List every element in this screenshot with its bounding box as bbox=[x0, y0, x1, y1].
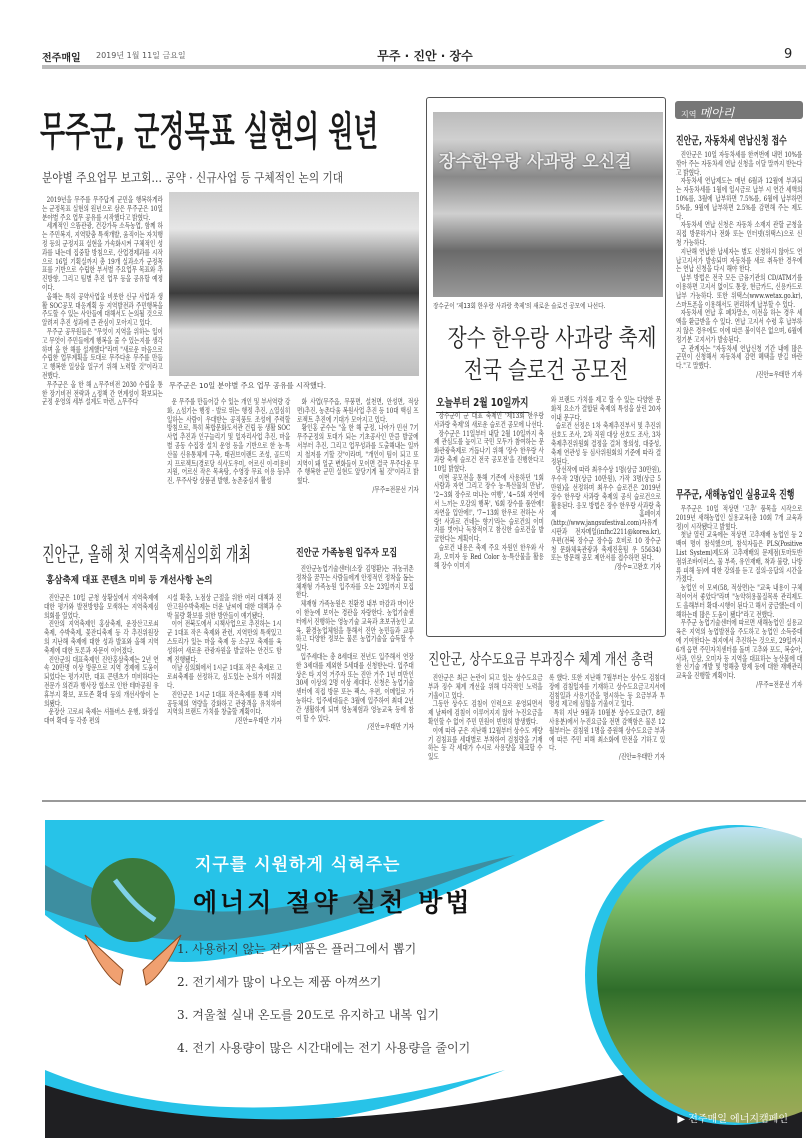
paragraph: 슬로건 내용은 축제 주요 자원인 한우와 사과, 오미자 등 Red Color 농·특산물을 활용해 장수 이미지 bbox=[434, 542, 544, 570]
paragraph: 이번 공모전을 통해 기존에 사용하던 '1회 사람과 자연 그리고 장수 농·특산물의 만남', '2~3회 장수로 떠나는 여행', '4~5회 자연에서 느끼는 오감의 행복', '6회 장수를 품안에! 자연을 입안에!', '7~13회 한우로 전하는 사랑! 사과로 건네는 향기'라는 슬로건의 이미지를 벗어나 독창적이고 참신한 슬로건을 발굴한다는 계획이다. bbox=[434, 472, 544, 544]
ad-background bbox=[45, 820, 802, 1138]
paragraph: 당선작에 따라 최우수상 1명(상금 30만원), 우수작 2명(상금 10만원), 가작 3명(상금 5만원)을 선정하며 최우수 슬로건은 2019년 장수 한우랑 사과랑 축제의 공식 슬로건으로 활용된다. 응모 방법은 장수 한우랑 사과랑 축제 홈페이지(http://www.jangsufestival.com)자유게시판과 전자메일(infhc2211@korea.kr), 우편(전북 장수군 장수읍 호비로 10 장수군청 문화체육관광과 축제진흥팀 우 55634) 또는 방문해 공모 제안서를 접수하면 된다. bbox=[551, 465, 661, 563]
paragraph: 군 관계자는 "자동차세 연납신청 기간 내에 많은 군민이 신청해서 자동차세 감면 혜택을 받길 바란다."고 말했다. bbox=[676, 343, 803, 371]
ad-footer: ▶ 전주매일 에너지캠페인 bbox=[677, 1114, 788, 1125]
jangsu-col-1 bbox=[434, 412, 544, 570]
ad-title-2: 에너지 절약 실천 방법 bbox=[193, 888, 473, 917]
paragraph: 2019년을 무주를 무주답게 군민을 행복하게라는 군정목표 실현의 원년으로 삼은 무주군은 10일 분야별 주요 업무 공유를 시작했다고 밝혔다. bbox=[42, 195, 163, 222]
photo-caption: 무주군은 10일 분야별 주요 업무 공유를 시작했다. bbox=[169, 381, 327, 390]
photo-banner-text: 장수한우랑 사과랑 오신걸 bbox=[439, 152, 632, 172]
ad-tip-item: 2. 전기세가 많이 나오는 제품 아껴쓰기 bbox=[177, 975, 382, 989]
ad-tip-item: 1. 사용하지 않는 전기제품은 플러그에서 뽑기 bbox=[177, 942, 417, 956]
jangsu-col-2 bbox=[551, 396, 661, 572]
main-col-2 bbox=[167, 398, 290, 486]
page-number: 9 bbox=[784, 47, 793, 62]
paragraph: 그동안 상수도 검침이 인력으로 운영되면서 제 날짜에 검침이 이루어지지 않아 누진요금을 확인할 수 없어 주민 민원이 빈번히 발생했다. bbox=[428, 699, 543, 726]
paragraph: 체재형 가족농원은 친환경 내부 마감과 마이산이 한눈에 보이는 경관을 자랑한다. 농업기술센터에서 진행하는 영농기술 교육과 초보귀농인 교육, 환경농업체험을 통해서 진안 농민들과 교류하고 다양한 정보는 물론 농업기술을 습득할 수 있다. bbox=[296, 599, 414, 653]
meeting-photo bbox=[169, 192, 419, 376]
paragraph: 장수군이 군 대표 축제인 '제13회 한우랑 사과랑 축제'의 새로운 슬로건 공모에 나선다. bbox=[434, 411, 544, 429]
main-subheadline: 분야별 주요업무 보고회… 공약 · 신규사업 등 구체적인 논의 기대 bbox=[42, 170, 344, 185]
festival-col-1 bbox=[44, 594, 159, 726]
headline-line: 전국 슬로건 공모전 bbox=[463, 356, 629, 384]
paragraph: 진안군의 대표축제인 진안홍삼축제는 2년 연속 20만명 이상 방문으로 지역 경제에 도움이 되었다는 평가지만, 대표 콘텐츠가 미비하다는 전문가 의견과 행사장 협소로 인한 테마공원 유휴부지 확보, 포토존 확대 등의 개선사항이 논의됐다. bbox=[44, 654, 159, 708]
paragraph: 납부 방법은 전국 모든 금융기관의 CD/ATM기를 이용하면 고지서 없이도 통장, 현금카드, 신용카드로 납부 가능하다. 또한 위택스(www.wetax.go.kr), 스마트폰을 이용해서도 편리하게 납부할 수 있다. bbox=[676, 273, 803, 309]
paragraph: 슬로건 선정은 1차 축제추진부서 및 추진위 선호도 조사, 2차 직원 대상 선호도 조사, 3차 축제추진위원회 결정을 걸쳐 창의성, 대중성, 축제 연관성 등 심사위원회의 기준에 따라 결정된다. bbox=[551, 421, 661, 466]
byline: /진안=우태만 기자 bbox=[235, 716, 282, 726]
byline: /진안=우태만 기자 bbox=[756, 369, 803, 379]
byline: /무주=전문선 기자 bbox=[756, 679, 803, 689]
paragraph: 농업인 이 모씨(58, 적상면)는 "교육 내용이 구체적이어서 좋았다"라며 "농약허용물질목록 관리제도도 올해부터 확대·시행이 된다고 해서 궁금했는데 이해하는데 많은 도움이 됐다"라고 전했다. bbox=[676, 583, 803, 619]
farm-body bbox=[296, 565, 414, 732]
jangsu-subheadline: 오늘부터 2월 10일까지 bbox=[436, 394, 529, 413]
farmer-edu-body bbox=[676, 505, 802, 690]
ad-tip-item: 3. 겨울철 실내 온도를 20도로 유지하고 내복 입기 bbox=[177, 1008, 440, 1022]
header-rule bbox=[42, 65, 806, 69]
water-headline: 진안군, 상수도요금 부과징수 체계 개선 총력 bbox=[428, 650, 654, 668]
water-col-2 bbox=[549, 674, 665, 762]
car-tax-headline: 진안군, 자동차세 연납신청 접수 bbox=[676, 134, 787, 147]
byline: /진안=우태만 기자 bbox=[367, 722, 414, 732]
ad-title-1: 지구를 시원하게 식혀주는 bbox=[195, 855, 401, 875]
paragraph: 시설 확충, 노점상 근절을 위한 여러 대책과 진안고원수박축제는 더운 날씨에 대한 대책과 수박 물량 확보를 위한 방안들이 얘기됐다. bbox=[167, 593, 282, 620]
photo-caption: 장수군이 '제13회 한우랑 사과랑 축제'의 새로운 슬로건 공모에 나선다. bbox=[433, 302, 606, 310]
paragraph: 황인홍 군수는 "올 한 해 군정, 나아가 민선 7기 무주군정의 토대가 되는 기초공사인 만큼 발굴에서부터 추진, 그리고 업무성과를 도출해내는 일까지 철저를 기할 것"이라며, "개인이 팀이 되고 또 지역이 돼 일군 변화들이 모이면 결국 무주다운 무주 행복한 군민 실현도 앞당기게 될 것"이라고 밝혔다. bbox=[297, 423, 419, 486]
energy-campaign-ad bbox=[45, 820, 802, 1138]
paragraph: 첫날 열린 교육에는 적상면 고추재배 농업인 등 2백여 명이 참석했으며, 참석자들은 PLS(Positive List System)제도와 고추재배의 문제점(토마토반점위조바이러스, 물 부족, 유인재배, 착과 불량, 나방류 피해 등)에 대한 강의를 듣고 질의·응답의 시간을 가졌다. bbox=[676, 530, 803, 584]
paragraph: 진안군은 10일 군청 상황실에서 지역축제에 대한 평가와 발전방향을 모색하는 지역축제심의회를 열었다. bbox=[44, 593, 159, 620]
main-headline: 무주군, 군정목표 실현의 원년 bbox=[40, 109, 379, 155]
paragraph: 세계적인 으뜸관광, 건강가득 소득농업, 함께 하는 주민복지, 지역맞춤 특색개발, 움직이는 자치행정 등의 군정지표 실현을 가속화시켜 구체적인 성과를 내는데 집중할 방침으로, 산업경제과를 시작으로 16일 기획실까지 총 19개 실과소가 군정목표를 기반으로 수립한 부서별 주요업무 목표와 추진방향, 그리고 팀별 추진 업무 등을 공유할 예정이다. bbox=[42, 221, 163, 292]
paragraph: 록 했다. 또한 지난해 7월부터는 상수도 검침대장에 검침일자를 기재하고 상수도요금고지서에 검침일과 사용기간을 명시하는 등 요금부과 투명성 제고에 심혈을 기울이고 있다. bbox=[549, 673, 666, 709]
byline: /진안=우태만 기자 bbox=[618, 752, 666, 762]
paragraph: 운장산 고로쇠 축제는 셔틀버스 운행, 화장실 대여 확대 등 각종 편의 bbox=[44, 707, 159, 726]
paragraph: 와 브랜드 가치를 제고 할 수 있는 다양한 문화적 요소가 결합된 축제의 특성을 살린 20자 이내 문구다. bbox=[551, 395, 661, 422]
paragraph: 운 무주를 만들어갈 수 있는 개인 및 부서역량 강화, △섬기는 행정 · 발로 뛰는 행정 추진, △열심히 일하는 사람이 우대받는 공직풍토 조성에 주력할 방침으로, 특히 복합문화도서관 건립 등 생활 SOC사업 추진과 인구늘리기 및 일자리사업 추진, 마을별 공동 수집장 설치 운영 등을 기반으로 한 농·특산물 신유통체계 구축, 태권브이랜드 조성, 골드빅지 프로젝트(경로당 식사도우미, 어르신 이·미용비 지원, 어르신 작은 목욕탕, 수영장 무료 이용 등)추진, 무주사랑 상품권 발행, 농촌중심지 활성 bbox=[167, 397, 291, 486]
paragraph: 화 사업(무주읍, 무풍면, 설천면, 안성면, 적상면)추진, 농촌다움 복원사업 추진 등 10대 핵심 프로젝트 추진에 기대가 모아지고 있다. bbox=[297, 397, 419, 424]
paragraph: 무주군 공무원들은 "무엇이 지역을 위하는 일이고 무엇이 주민들에게 행복을 줄 수 있는지를 생각하며 올 한 해를 설계했다"라며 "새로운 마음으로 수립한 업무계획을 토대로 무주다운 무주를 만들고 행복한 일상을 일구기 위해 노력할 것"이라고 전했다. bbox=[42, 326, 163, 380]
paragraph: 무주군 농업기술센터에 따르면 새해농업인 실용교육은 지역의 농업발전을 주도하고 농업인 소득증대에 기여한다는 취지에서 추진하는 것으로, 29일까지 6개 읍면 주민자치센터를 돌며 고추와 포도, 복숭아, 사과, 인삼, 오미자 등 지역을 대표하는 농산물에 대한 신기술 개발 및 병해충 방제 등에 대한 재배관리 교육을 진행할 계획이다. bbox=[676, 618, 803, 681]
festival-headline: 진안군, 올해 첫 지역축제심의회 개최 bbox=[42, 542, 252, 566]
water-col-1 bbox=[428, 674, 543, 762]
paragraph: 무주군은 올 한 해 △무주비전 2030 수립을 통한 장기비전 전략과 △정책 간 연계성이 확보되는 군정 운영의 세부 설계도 마련, △무주다 bbox=[42, 379, 163, 407]
paragraph: 무주군은 10일 적상면 '고추' 품목을 시작으로 2019년 새해농업인 실용교육(총 10회 7개 교육과정)이 시작됐다고 밝혔다. bbox=[676, 504, 803, 531]
paragraph: 이에 따라 군은 지난해 12월부터 상수도 계량기 검침표를 세대별로 부착하여 검침량을 기재하는 등 각 세대가 수시로 사용량을 체크할 수 있도 bbox=[428, 725, 543, 762]
car-tax-body bbox=[676, 151, 802, 380]
section-title: 무주 · 진안 · 장수 bbox=[377, 49, 473, 63]
festival-col-2 bbox=[167, 594, 282, 726]
paragraph: 입주세대는 총 8세대로 전년도 입주해서 연장한 3세대를 제외한 5세대를 신청받는다. 입주대상은 타 지역 거주자 또는 진안 거주 1년 미만인 30세 이상의 2명 이상 세대다. 신청은 농업기술센터에 직접 방문 또는 팩스, 우편, 이메일로 가능하다. 입주세대들은 3월에 입주하여 최대 2년간 생활하게 되며 영농체험과 영농교육 등에 참여 할 수 있다. bbox=[296, 651, 414, 723]
ad-tip-item: 4. 전기 사용량이 많은 시간대에는 전기 사용량을 줄이기 bbox=[177, 1041, 471, 1055]
paragraph: 진안군은 최근 논란이 되고 있는 상수도요금 부과 징수 체계 개선을 위해 다각적인 노력을 기울이고 있다. bbox=[428, 673, 543, 700]
paragraph: 특히 지난 9월과 10월분 상수도요금(7, 8월 사용분)에서 누진요금을 전면 감액함은 물론 12월부터는 검침원 1명을 증원해 상수도요금 부과에 따른 주민 피해 최소화에 만전을 기하고 있다. bbox=[549, 708, 666, 753]
label-main: 메아리 bbox=[699, 106, 735, 120]
byline: /장수=고완호 기자 bbox=[614, 562, 661, 572]
paragraph: 자동차세 연납제도는 매년 6월과 12월에 부과되는 자동차세를 1월에 일시금로 납부 시 연간 세액의 10%를, 3월에 납부하면 7.5%를, 6월에 납부하면 5%를, 9월에 납부하면 2.5%를 감면해 주는 제도다. bbox=[676, 176, 803, 221]
main-col-1 bbox=[42, 196, 163, 407]
paragraph: 이어 전북도에서 시책사업으로 추진하는 1시군 1대표 작은 축제와 관련, 지역만의 특색있고 스토리가 있는 마을 축제 등 소규모 축제를 육성하여 새로운 관광자원을 발굴하는 안건도 함께 진행됐다. bbox=[167, 619, 282, 664]
headline-line: 장수 한우랑 사과랑 축제 bbox=[447, 324, 657, 352]
farmer-edu-headline: 무주군, 새해농업인 실용교육 진행 bbox=[676, 488, 795, 501]
festival-subheadline: 홍삼축제 대표 콘텐츠 미비 등 개선사항 논의 bbox=[46, 575, 213, 586]
paragraph: 올해는 특히 공약사업을 비롯한 신규 사업과 생활 SOC공모 대응계획 등 지역발전과 주민행복을 주도할 수 있는 사안들에 대해서도 논의될 것으로 알려져 추진 성과에 큰 관심이 모아지고 있다. bbox=[42, 291, 163, 328]
paragraph: 진안군은 1시군 1대표 작은축제를 통해 지역 공동체의 역량을 강화하고 관광객을 유치하여 지역의 브랜드 가치를 창출할 계획이다. bbox=[167, 689, 282, 717]
paragraph: 이날 심의회에서 1시군 1대표 작은 축제로 고로쇠축제를 선정하고, 심도있는 논의가 이뤄졌다. bbox=[167, 663, 282, 690]
section-divider bbox=[42, 800, 806, 802]
festival-photo bbox=[433, 112, 663, 297]
farm-headline: 진안군 가족농원 입주자 모집 bbox=[296, 548, 398, 559]
paragraph: 진안군은 10일 자동차세를 한꺼번에 내면 10%를 깎아 주는 자동차세 연납 신청을 이달 말까지 받는다고 밝혔다. bbox=[676, 150, 803, 177]
main-col-3 bbox=[297, 398, 419, 495]
paragraph: 진안군농업기술센터(소장 김명환)는 귀농귀촌 정착을 꿈꾸는 사람들에게 안정적인 정착을 돕는 체재형 가족농원 입주자를 오는 23일까지 모집한다. bbox=[296, 564, 414, 600]
label-small: 지역 bbox=[681, 110, 697, 119]
section-label-meari bbox=[675, 101, 803, 119]
jangsu-headline bbox=[426, 322, 666, 386]
paragraph: 장수군은 11일부터 내달 2월 10일까지 축제 관심도를 높이고 국민 모두가 참여하는 문화관광축제로 거듭나기 위해 '장수 한우랑 사과랑 축제 슬로건 전국 공모전'을 진행한다고 10일 밝혔다. bbox=[434, 428, 544, 473]
paragraph: 지난해 연납한 납세자는 별도 신청하지 않아도 연납고지서가 발송되며 자동차를 새로 취득한 경우에는 연납 신청을 다시 해야 한다. bbox=[676, 246, 803, 274]
paragraph: 자동차세 연납 신청은 자동차 소재지 관할 군청을 직접 방문하거나 전화 또는 인터넷(위택스)으로 신청 가능하다. bbox=[676, 220, 803, 247]
paragraph: 자동차세 연납 후 폐차말소, 이전을 하는 경우 세액을 환급받을 수 있다. 연납 고지서 수령 후 납부하지 않은 경우에도 이에 따른 불이익은 없으며, 6월에 정기분 고지서가 발송된다. bbox=[676, 308, 803, 344]
byline: /무주=전문선 기자 bbox=[372, 484, 419, 494]
paragraph: 진안의 지역축제인 홍삼축제, 운장산고로쇠축제, 수박축제, 꽃잔디축제 등 각 추진위원장의 지난해 축제에 대한 성과 발표와 올해 지역축제에 대한 토론과 자문이 이어졌다. bbox=[44, 619, 159, 655]
newspaper-name: 전주매일 bbox=[42, 53, 81, 64]
issue-date: 2019년 1월 11일 금요일 bbox=[96, 51, 186, 60]
